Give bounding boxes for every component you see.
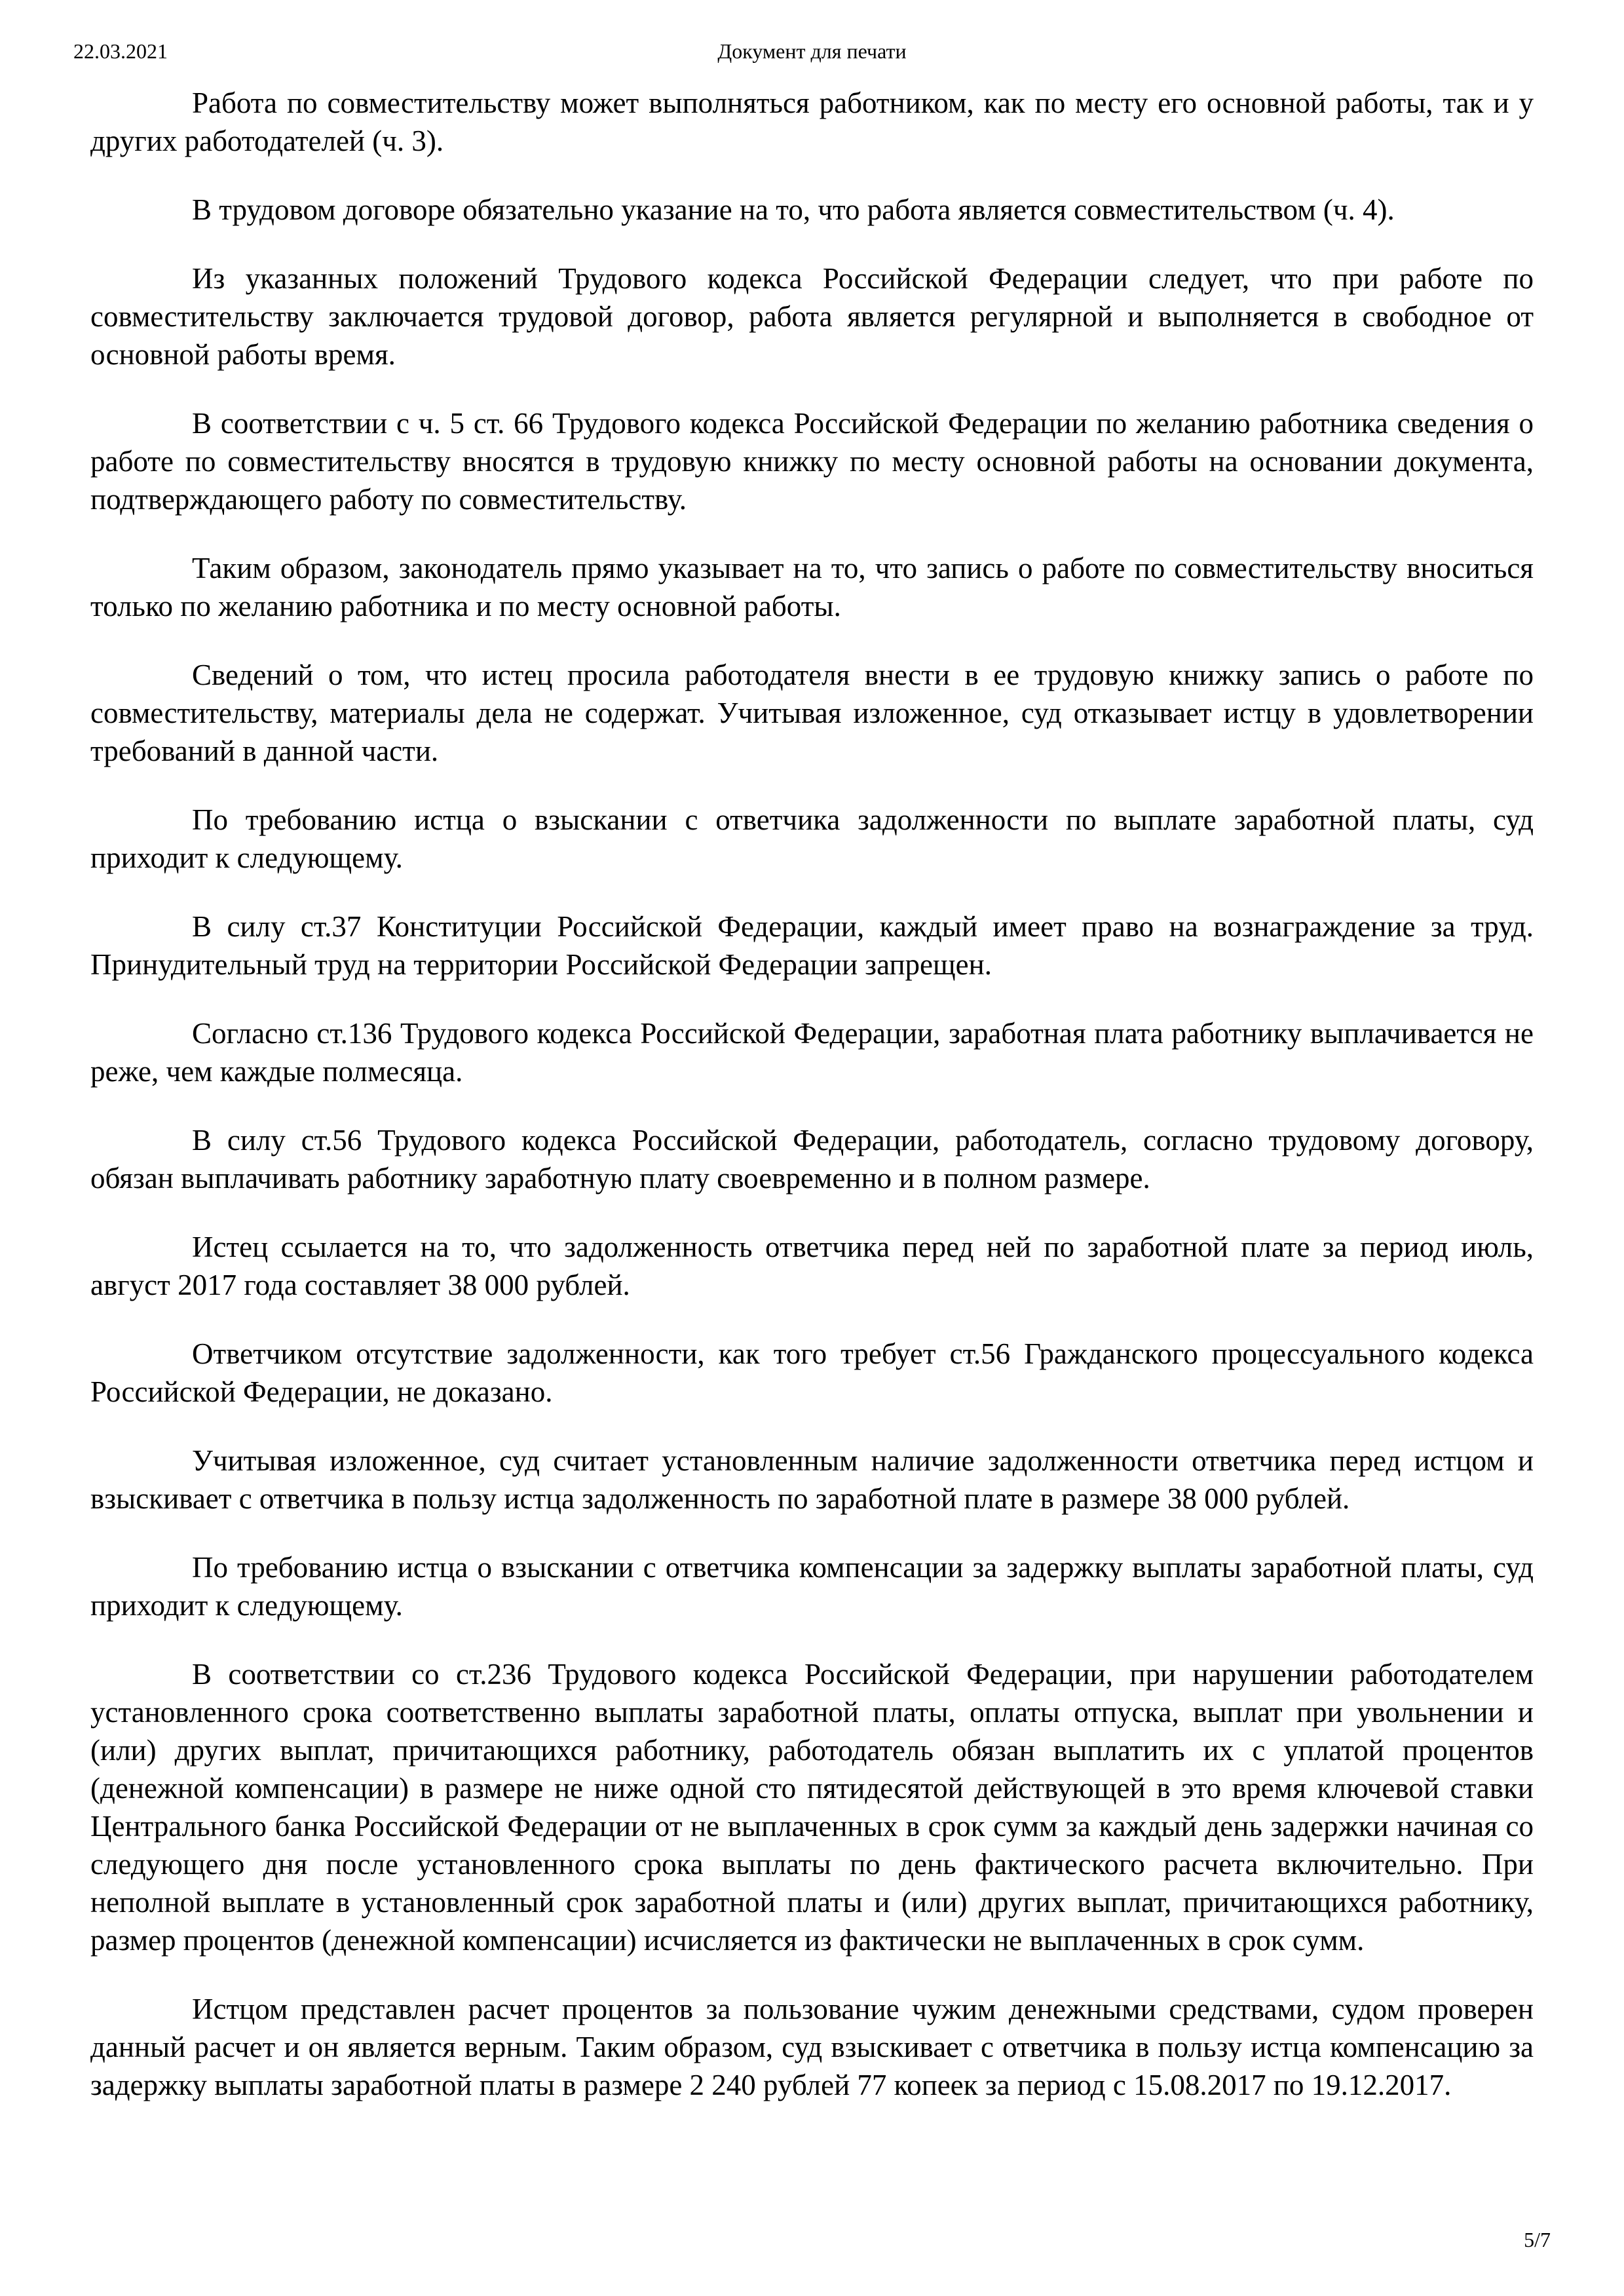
page-title: Документ для печати bbox=[717, 39, 907, 63]
header-date: 22.03.2021 bbox=[73, 39, 168, 63]
paragraph: Согласно ст.136 Трудового кодекса Российской Федерации, заработная плата работнику выплачивается не реже, чем каждые полмесяца. bbox=[90, 1017, 1534, 1088]
paragraph: Таким образом, законодатель прямо указывает на то, что запись о работе по совместительству вноситься только по желанию работника и по месту основной работы. bbox=[90, 552, 1534, 622]
print-header bbox=[73, 38, 1551, 64]
document-body bbox=[90, 84, 1534, 2135]
paragraph: Ответчиком отсутствие задолженности, как того требует ст.56 Гражданского процессуального кодекса Российской Федерации, не доказано. bbox=[90, 1337, 1534, 1408]
page-number: 5/7 bbox=[1524, 2228, 1551, 2251]
paragraph: По требованию истца о взыскании с ответчика компенсации за задержку выплаты заработной платы, суд приходит к следующему. bbox=[90, 1551, 1534, 1622]
paragraph: Из указанных положений Трудового кодекса Российской Федерации следует, что при работе по совместительству заключается трудовой договор, работа является регулярной и выполняется в свободное от основной работы время. bbox=[90, 262, 1534, 371]
paragraph: Работа по совместительству может выполняться работником, как по месту его основной работы, так и у других работодателей (ч. 3). bbox=[90, 86, 1534, 157]
paragraph: В трудовом договоре обязательно указание на то, что работа является совместительством (ч. 4). bbox=[192, 193, 1395, 226]
paragraph: Истец ссылается на то, что задолженность ответчика перед ней по заработной плате за период июль, август 2017 года составляет 38 000 рублей. bbox=[90, 1231, 1534, 1301]
paragraph: В силу ст.37 Конституции Российской Федерации, каждый имеет право на вознаграждение за труд. Принудительный труд на территории Российской Федерации запрещен. bbox=[90, 910, 1534, 981]
paragraph: В силу ст.56 Трудового кодекса Российской Федерации, работодатель, согласно трудовому договору, обязан выплачивать работнику заработную плату своевременно и в полном размере. bbox=[90, 1124, 1534, 1195]
paragraph: Истцом представлен расчет процентов за пользование чужим денежными средствами, судом проверен данный расчет и он является верным. Таким образом, суд взыскивает с ответчика в пользу истца компенсацию за задержку выплаты заработной платы в размере 2 240 рублей 77 копеек за период с 15.08.2017 по 19.12.2017. bbox=[90, 1993, 1534, 2101]
paragraph: В соответствии с ч. 5 ст. 66 Трудового кодекса Российской Федерации по желанию работника сведения о работе по совместительству вносятся в трудовую книжку по месту основной работы на основании документа, подтверждающего работу по совместительству. bbox=[90, 407, 1534, 516]
paragraph: В соответствии со ст.236 Трудового кодекса Российской Федерации, при нарушении работодателем установленного срока соответственно выплаты заработной платы, оплаты отпуска, выплат при увольнении и (или) других выплат, причитающихся работнику, работодатель обязан выплатить их с уплатой процентов (денежной компенсации) в размере не ниже одной сто пятидесятой действующей в это время ключевой ставки Центрального банка Российской Федерации от не выплаченных в срок сумм за каждый день задержки начиная со следующего дня после установленного срока выплаты по день фактического расчета включительно. При неполной выплате в установленный срок заработной платы и (или) других выплат, причитающихся работнику, размер процентов (денежной компенсации) исчисляется из фактически не выплаченных в срок сумм. bbox=[90, 1658, 1534, 1957]
paragraph: По требованию истца о взыскании с ответчика задолженности по выплате заработной платы, суд приходит к следующему. bbox=[90, 803, 1534, 874]
paragraph: Сведений о том, что истец просила работодателя внести в ее трудовую книжку запись о работе по совместительству, материалы дела не содержат. Учитывая изложенное, суд отказывает истцу в удовлетворении требований в данной части. bbox=[90, 659, 1534, 767]
paragraph: Учитывая изложенное, суд считает установленным наличие задолженности ответчика перед истцом и взыскивает с ответчика в пользу истца задолженность по заработной плате в размере 38 000 рублей. bbox=[90, 1444, 1534, 1515]
